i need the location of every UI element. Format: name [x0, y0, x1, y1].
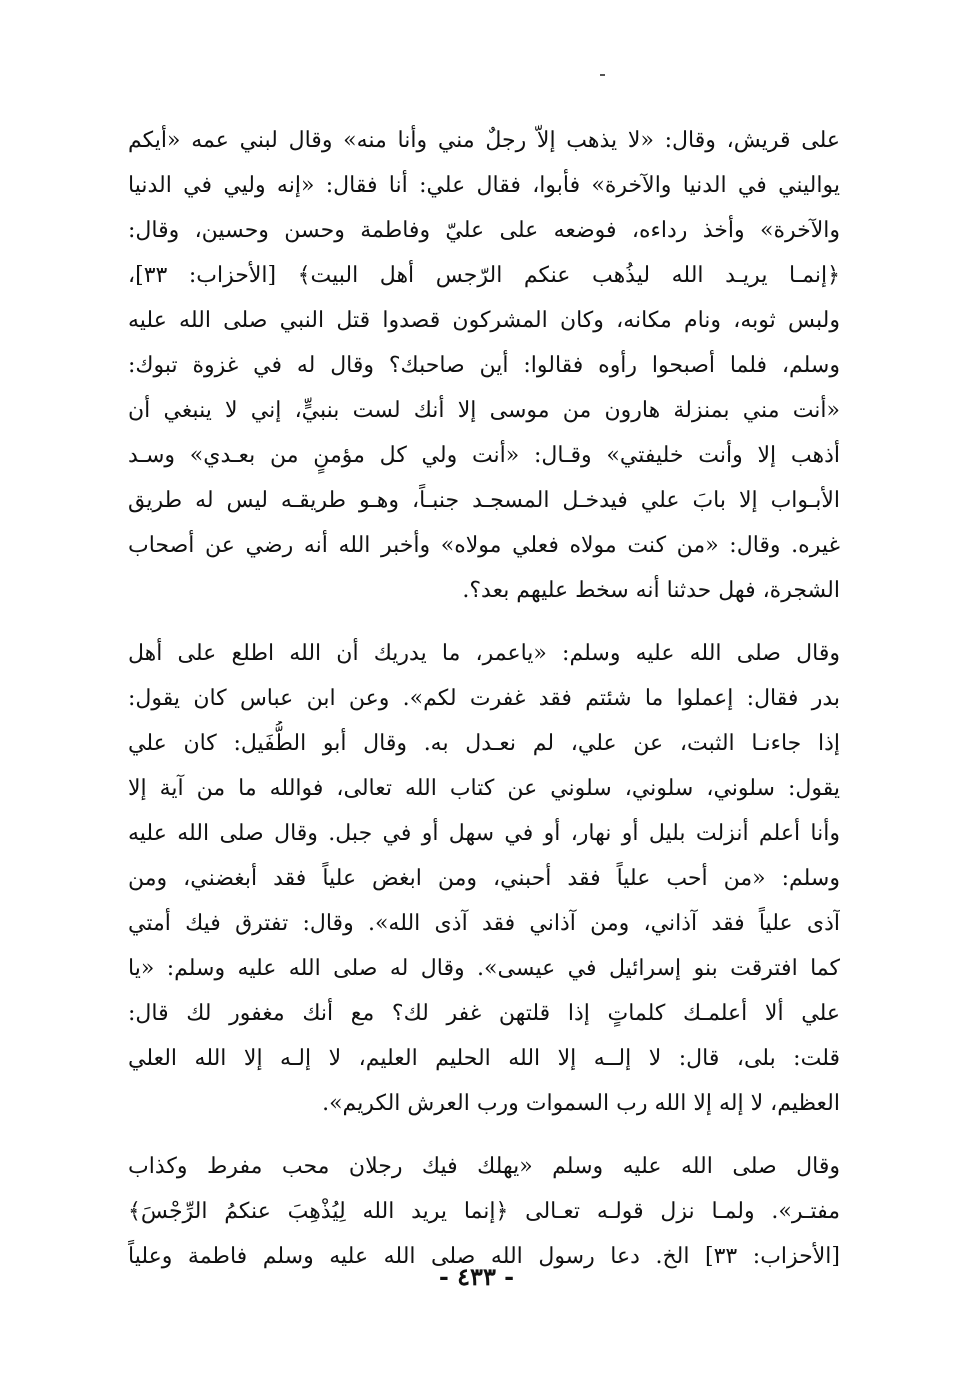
- text-line: يواليني في الدنيا والآخرة» فأبوا، فقال علي: أنا فقال: «إنه وليي في الدنيا: [128, 173, 840, 198]
- text-line: وقال صلى الله عليه وسلم «يهلك فيك رجلان محب مفرط وكذاب: [128, 1154, 840, 1179]
- text-line: وأنا أعلم أنزلت بليل أو نهار، أو في سهل أو في جبل. وقال صلى الله عليه: [128, 821, 840, 846]
- text-line: وسلم، فلما أصبحوا رأوه فقالوا: أين صاحبك؟ وقال له في غزوة تبوك:: [128, 353, 840, 378]
- text-line: إذا جاءنـا الثبت، عن علي، لم نعـدل به. وقال أبو الطُّفَيل: كان علي: [128, 731, 840, 756]
- text-line: ولبس ثوبه، ونام مكانه، وكان المشركون قصدوا قتل النبي صلى الله عليه: [128, 308, 840, 333]
- paragraph-1: [128, 118, 840, 613]
- text-line: يقول: سلوني، سلوني، سلوني عن كتاب الله تعالى، فوالله ما من آية إلا: [128, 776, 840, 801]
- text-line: آذى علياً فقد آذاني، ومن آذاني فقد آذى الله». وقال: تفترق فيك أمتي: [128, 911, 840, 936]
- text-line: بدر فقال: إعملوا ما شئتم فقد غفرت لكم». وعن ابن عباس كان يقول:: [128, 686, 840, 711]
- text-line: العظيم، لا إله إلا الله رب السموات ورب العرش الكريم».: [322, 1091, 840, 1116]
- text-line: علي ألا أعلمـك كلماتٍ إذا قلتهن غفر لك؟ مع أنك مغفور لك قال:: [128, 1001, 840, 1026]
- paragraph-2: [128, 631, 840, 1126]
- paragraph-3: [128, 1144, 840, 1279]
- scan-speck: [600, 74, 605, 76]
- text-line: ﴿إنمـا يريـد الله ليذُهب عنكم الرّجس أهل البيت﴾ [الأحزاب: ٣٣]،: [128, 263, 840, 288]
- page-number: - ٤٣٣ -: [438, 1262, 515, 1291]
- text-line: والآخرة» وأخذ رداءه، فوضعه على عليّ وفاطمة وحسن وحسين، وقال:: [128, 218, 840, 243]
- text-line: مفتـر». ولمـا نزل قولـه تعـالى ﴿إنما يريد الله لِيُذْهِبَ عنكمُ الرِّجْسَ﴾: [128, 1199, 840, 1224]
- text-line: الأبـواب إلا بابَ علي فيدخـل المسجـد جنبـاً، وهـو طريقـه ليس له طريق: [128, 488, 840, 513]
- text-line: الشجرة، فهل حدثنا أنه سخط عليهم بعد؟.: [462, 578, 840, 603]
- text-line: أذهب إلا وأنت خليفتي» وقـال: «أنت ولي كل مؤمنٍ من بعـدي» وسـد: [128, 443, 840, 468]
- text-line: [الأحزاب: ٣٣] الخ. دعا رسول الله صلى الله عليه وسلم فاطمة وعلياً: [128, 1244, 840, 1269]
- text-line: «أنت مني بمنزلة هارون من موسى إلا أنك لست بنبيٍّ، إني لا ينبغي أن: [128, 398, 840, 423]
- text-line: وسلم: «من أحب علياً فقد أحبني، ومن ابغض علياً فقد أبغضني، ومن: [128, 866, 840, 891]
- text-line: على قريش، وقال: «لا يذهب إلاّ رجلٌ مني وأنا منه» وقال لبني عمه «أيكم: [128, 128, 840, 153]
- text-line: غيره. وقال: «من كنت مولاه فعلي مولاه» وأخبر الله أنه رضي عن أصحاب: [128, 533, 840, 558]
- page-body: [128, 118, 840, 1279]
- text-line: قلت: بلى، قال: لا إلــه إلا الله الحليم العليم، لا إلـه إلا الله العلي: [128, 1046, 840, 1071]
- text-line: وقال صلى الله عليه وسلم: «ياعمر، ما يدريك أن الله اطلع على أهل: [128, 641, 840, 666]
- text-line: كما افترقت بنو إسرائيل في عيسى». وقال له صلى الله عليه وسلم: «يا: [128, 956, 840, 981]
